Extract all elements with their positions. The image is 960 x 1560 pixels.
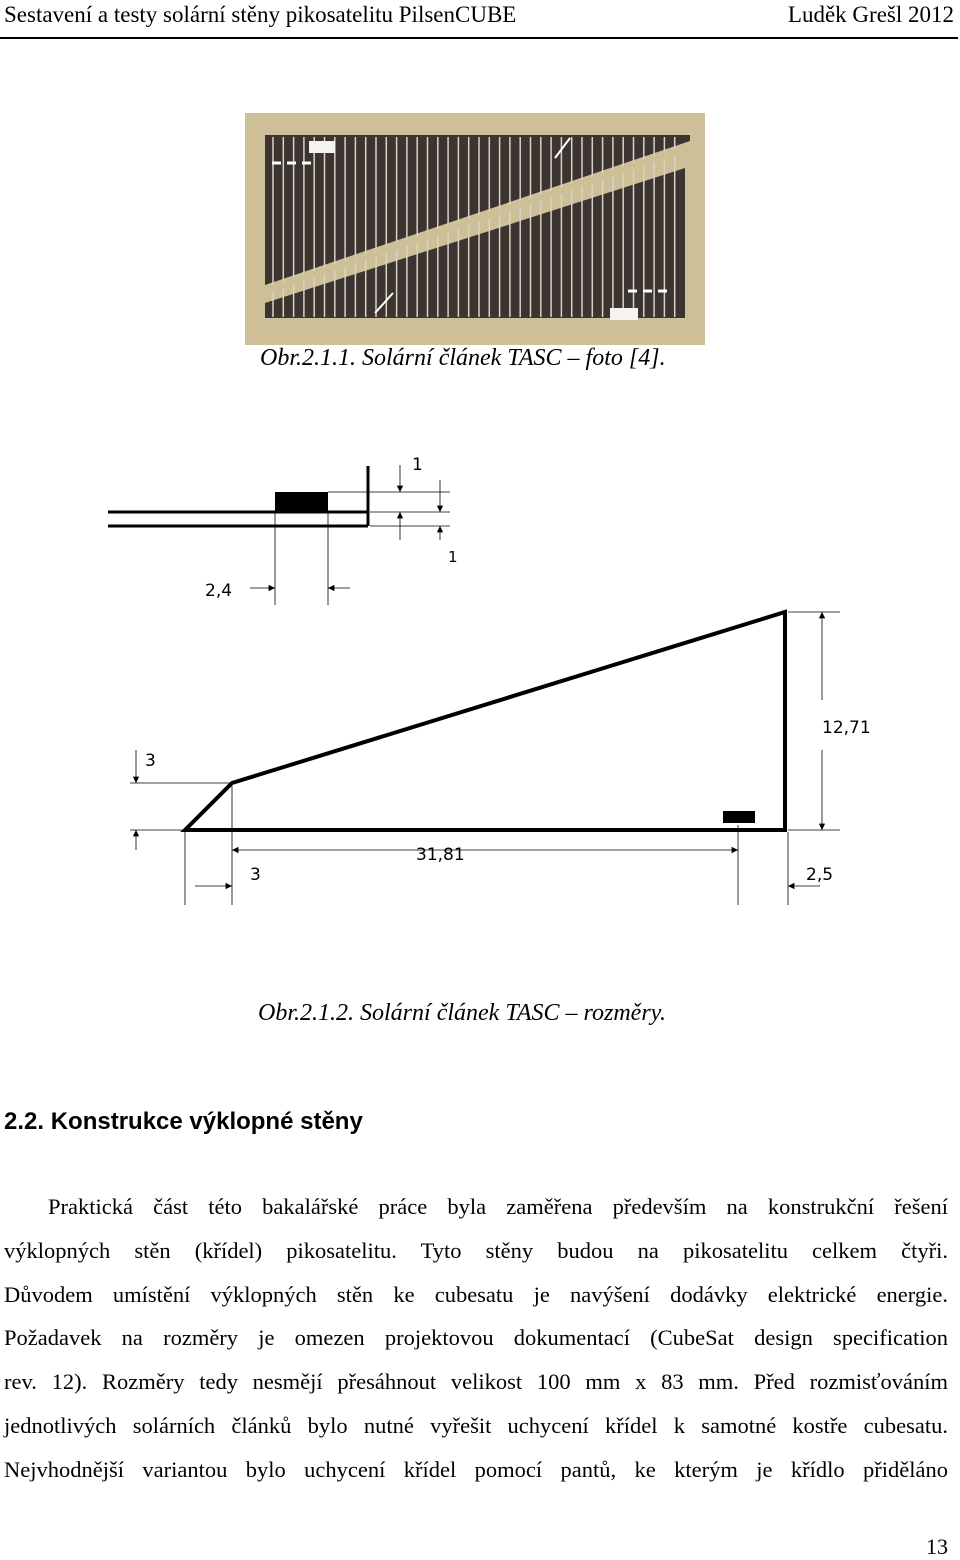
paragraph-line: rev. 12). Rozměry tedy nesmějí přesáhnout velikost 100 mm x 83 mm. Před rozmisťováním [4, 1369, 948, 1394]
header-author-year: Luděk Grešl 2012 [787, 2, 954, 27]
header-title: Sestavení a testy solární stěny pikosatelitu PilsenCUBE [4, 2, 517, 27]
paragraph-line: Důvodem umístění výklopných stěn ke cubesatu je navýšení dodávky elektrické energie. [4, 1282, 948, 1307]
header-rule [0, 37, 958, 39]
bottom-contact-block [723, 811, 755, 823]
page-header [0, 0, 960, 38]
bottom-contact-pad [610, 308, 638, 320]
solar-cell-dimension-drawing [100, 440, 900, 920]
paragraph-line: jednotlivých solárních článků bylo nutné vyřešit uchycení křídel k samotné kostře cubesatu. [4, 1413, 948, 1438]
page-number: 13 [926, 1534, 948, 1559]
figure-caption-dimensions: Obr.2.1.2. Solární článek TASC – rozměry. [258, 1000, 666, 1026]
dim-top-thickness: 1 [412, 455, 423, 475]
dim-left-offset: 3 [250, 865, 261, 885]
paragraph-line: Praktická část této bakalářské práce byla zaměřena především na konstrukční řešení [48, 1194, 948, 1219]
paragraph-line: Nejvhodnější variantou bylo uchycení křídel pomocí pantů, ke kterým je křídlo přiděláno [4, 1457, 948, 1482]
cross-section-detail [108, 455, 458, 605]
top-contact-pad [309, 141, 335, 153]
dim-right-offset: 2,5 [806, 865, 834, 885]
dim-length: 31,81 [416, 845, 465, 865]
section-heading: 2.2. Konstrukce výklopné stěny [4, 1108, 363, 1135]
solar-cell-photo [245, 113, 705, 345]
figure-caption-photo: Obr.2.1.1. Solární článek TASC – foto [4]. [260, 345, 666, 371]
paragraph-line: Požadavek na rozměry je omezen projektovou dokumentací (CubeSat design specification [4, 1325, 948, 1350]
dim-gap: 1 [448, 548, 458, 566]
dim-left-height: 3 [145, 751, 156, 771]
contact-block [275, 492, 328, 512]
dim-contact-width: 2,4 [205, 581, 233, 601]
paragraph-line: výklopných stěn (křídel) pikosatelitu. Tyto stěny budou na pikosatelitu celkem čtyři. [4, 1238, 948, 1263]
dim-height: 12,71 [822, 718, 871, 738]
cell-outline [185, 612, 785, 830]
